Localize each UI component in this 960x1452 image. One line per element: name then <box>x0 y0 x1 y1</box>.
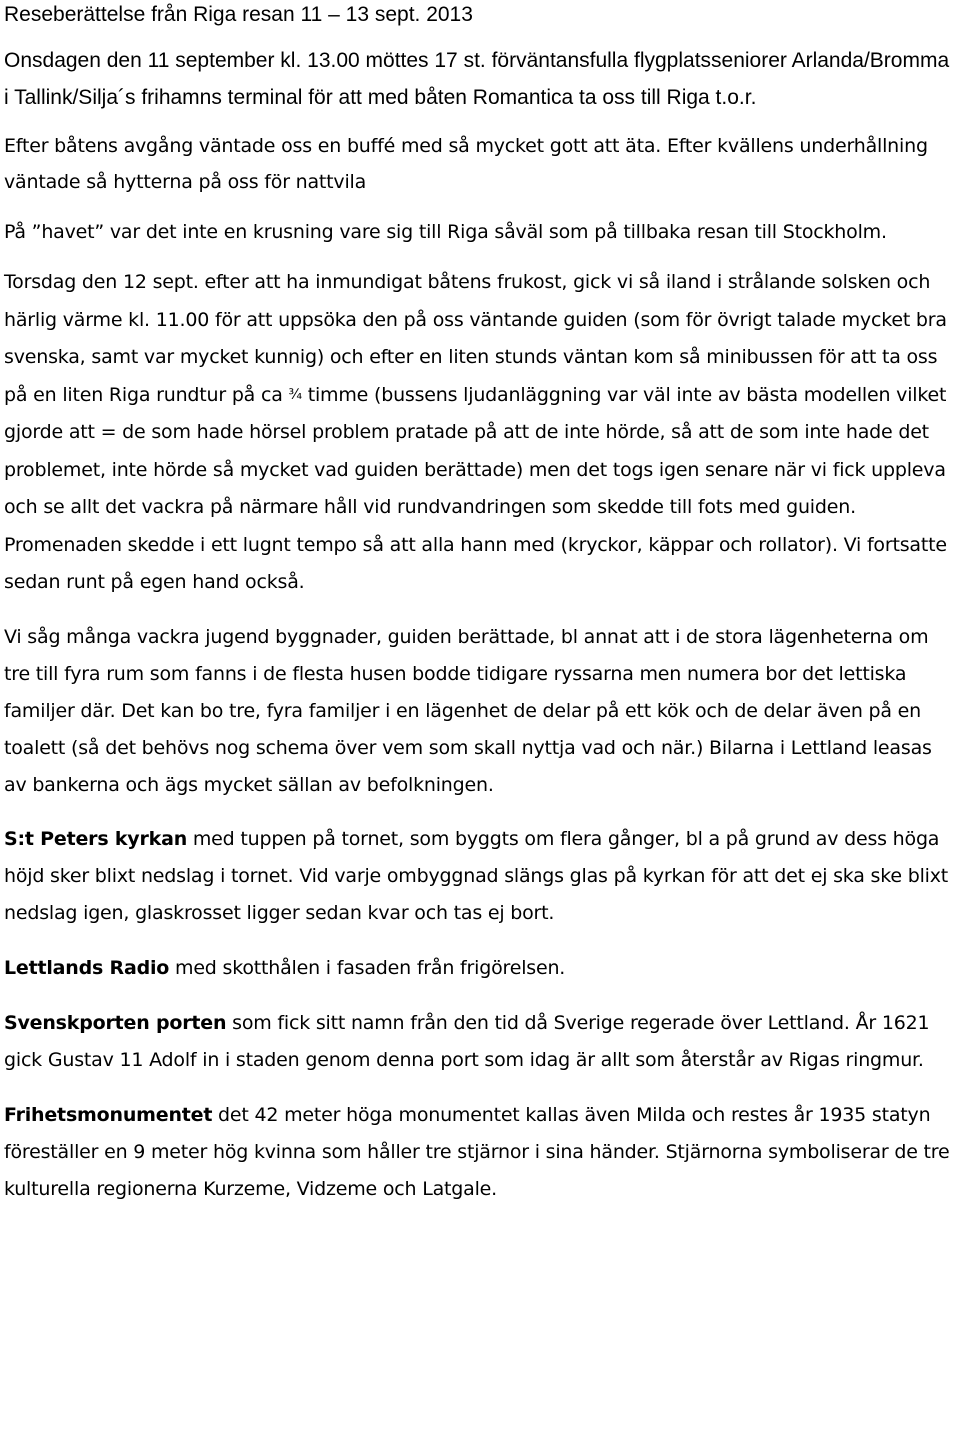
torsdag-text-2: timme (bussens ljudanläggning var väl inte av bästa modellen vilket gjorde att = de som hade hörsel problem pratade på att de inte hörde, så att de som inte hade det problemet, inte hörde så mycket vad guiden berättade) men det togs igen senare när vi fick uppleva och se allt det vackra på närmare håll vid rundvandringen som skedde till fots med guiden. Promenaden skedde i ett lugnt tempo så att alla hann med (kryckor, käppar och rollator). Vi fortsatte sedan runt på egen hand också. <box>4 383 947 593</box>
paragraph-havet: På ”havet” var det inte en krusning vare sig till Riga såväl som på tillbaka resan till Stockholm. <box>4 221 887 243</box>
paragraph-svenskporten <box>4 1005 950 1079</box>
heading-peter: S:t Peters kyrkan <box>4 827 188 850</box>
heading-svenskporten: Svenskporten porten <box>4 1011 227 1034</box>
paragraph-radio <box>4 950 950 987</box>
peter-text: med tuppen på tornet, som byggts om flera gånger, bl a på grund av dess höga höjd sker blixt nedslag i tornet. Vid varje ombyggnad slängs glas på kyrkan för att det ej ska ske blixt nedslag igen, glaskrosset ligger sedan kvar och tas ej bort. <box>4 827 949 924</box>
torsdag-text-1: Torsdag den 12 sept. efter att ha inmundigat båtens frukost, gick vi så iland i strålande solsken och härlig värme kl. 11.00 för att uppsöka den på oss väntande guiden (som för övrigt talade mycket bra svenska, samt var mycket kunnig) och efter en liten stunds väntan kom så minibussen för att ta oss på en liten Riga rundtur på ca <box>4 271 947 406</box>
radio-text: med skotthålen i fasaden från frigörelsen. <box>169 956 566 979</box>
paragraph-jugend: Vi såg många vackra jugend byggnader, guiden berättade, bl annat att i de stora lägenheterna om tre till fyra rum som fanns i de flesta husen bodde tidigare ryssarna men numera bor det lettiska familjer där. Det kan bo tre, fyra familjer i en lägenhet de delar på ett kök och de delar även på en toalett (så det behövs nog schema över vem som skall nyttja vad och när.) Bilarna i Lettland leasas av bankerna och ägs mycket sällan av befolkningen. <box>4 625 932 796</box>
heading-radio: Lettlands Radio <box>4 956 170 979</box>
port-text: som fick sitt namn från den tid då Sverige regerade över Lettland. År 1621 gick Gustav 11 Adolf in i staden genom denna port som idag är allt som återstår av Rigas ringmur. <box>4 1011 930 1071</box>
heading-frihet: Frihetsmonumentet <box>4 1103 213 1126</box>
paragraph-torsdag <box>4 264 950 602</box>
document-title: Reseberättelse från Riga resan 11 – 13 sept. 2013 <box>4 3 473 26</box>
frihet-text: det 42 meter höga monumentet kallas även Milda och restes år 1935 statyn föreställer en 9 meter hög kvinna som håller tre stjärnor i sina händer. Stjärnorna symboliserar de tre kulturella regionerna Kurzeme, Vidzeme och Latgale. <box>4 1103 950 1200</box>
paragraph-frihet <box>4 1097 950 1208</box>
paragraph-intro: Onsdagen den 11 september kl. 13.00 möttes 17 st. förväntansfulla flygplatsseniorer Arlanda/Bromma i Tallink/Silja´s frihamns terminal för att med båten Romantica ta oss till Riga t.o.r. <box>4 49 950 109</box>
paragraph-buffe: Efter båtens avgång väntade oss en buffé med så mycket gott att äta. Efter kvällens underhållning väntade så hytterna på oss för nattvila <box>4 135 928 193</box>
paragraph-peter <box>4 821 950 932</box>
fraction: ¾ <box>288 386 302 403</box>
